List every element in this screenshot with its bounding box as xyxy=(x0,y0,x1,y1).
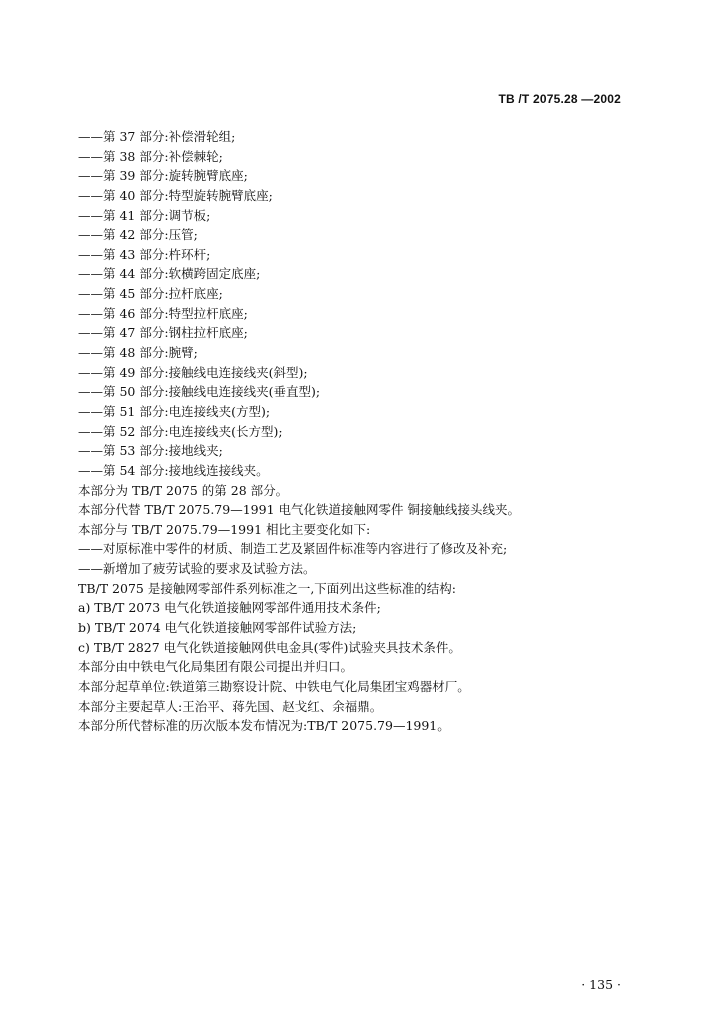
paragraph: TB/T 2075 是接触网零部件系列标准之一,下面列出这些标准的结构: xyxy=(78,580,457,596)
paragraph: 本部分为 TB/T 2075 的第 28 部分。 xyxy=(78,482,289,498)
paragraph: 本部分所代替标准的历次版本发布情况为:TB/T 2075.79—1991。 xyxy=(78,718,450,734)
list-item: ——第 43 部分:杵环杆; xyxy=(78,246,211,262)
list-item: ——新增加了疲劳试验的要求及试验方法。 xyxy=(78,561,316,577)
paragraph: 本部分代替 TB/T 2075.79—1991 电气化铁道接触网零件 铜接触线接头线夹。 xyxy=(78,502,520,518)
standard-number-header: TB /T 2075.28 —2002 xyxy=(498,92,621,106)
paragraph: 本部分主要起草人:王治平、蒋先国、赵戈红、余福鼎。 xyxy=(78,698,383,714)
list-item: c) TB/T 2827 电气化铁道接触网供电金具(零件)试验夹具技术条件。 xyxy=(78,639,461,655)
list-item: ——对原标准中零件的材质、制造工艺及紧固件标准等内容进行了修改及补充; xyxy=(78,541,508,557)
list-item: ——第 47 部分:钢柱拉杆底座; xyxy=(78,325,248,341)
paragraph: 本部分由中铁电气化局集团有限公司提出并归口。 xyxy=(78,659,354,675)
paragraph: 本部分起草单位:铁道第三勘察设计院、中铁电气化局集团宝鸡器材厂。 xyxy=(78,678,470,694)
list-item: ——第 54 部分:接地线连接线夹。 xyxy=(78,462,269,478)
list-item: ——第 38 部分:补偿棘轮; xyxy=(78,148,223,164)
list-item: ——第 46 部分:特型拉杆底座; xyxy=(78,305,248,321)
list-item: ——第 50 部分:接触线电连接线夹(垂直型); xyxy=(78,384,321,400)
list-item: ——第 39 部分:旋转腕臂底座; xyxy=(78,168,248,184)
document-body xyxy=(78,127,658,736)
page-number: · 135 · xyxy=(581,977,621,992)
list-item: ——第 51 部分:电连接线夹(方型); xyxy=(78,403,271,419)
list-item: ——第 49 部分:接触线电连接线夹(斜型); xyxy=(78,364,308,380)
list-item: ——第 42 部分:压管; xyxy=(78,227,198,243)
list-item: b) TB/T 2074 电气化铁道接触网零部件试验方法; xyxy=(78,620,357,636)
list-item: ——第 40 部分:特型旋转腕臂底座; xyxy=(78,187,273,203)
list-item: ——第 48 部分:腕臂; xyxy=(78,345,198,361)
list-item: ——第 41 部分:调节板; xyxy=(78,207,211,223)
list-item: ——第 53 部分:接地线夹; xyxy=(78,443,223,459)
list-item: ——第 52 部分:电连接线夹(长方型); xyxy=(78,423,283,439)
paragraph: 本部分与 TB/T 2075.79—1991 相比主要变化如下: xyxy=(78,521,371,537)
list-item: a) TB/T 2073 电气化铁道接触网零部件通用技术条件; xyxy=(78,600,381,616)
list-item: ——第 37 部分:补偿滑轮组; xyxy=(78,129,236,144)
list-item: ——第 45 部分:拉杆底座; xyxy=(78,286,223,302)
list-item: ——第 44 部分:软横跨固定底座; xyxy=(78,266,261,282)
